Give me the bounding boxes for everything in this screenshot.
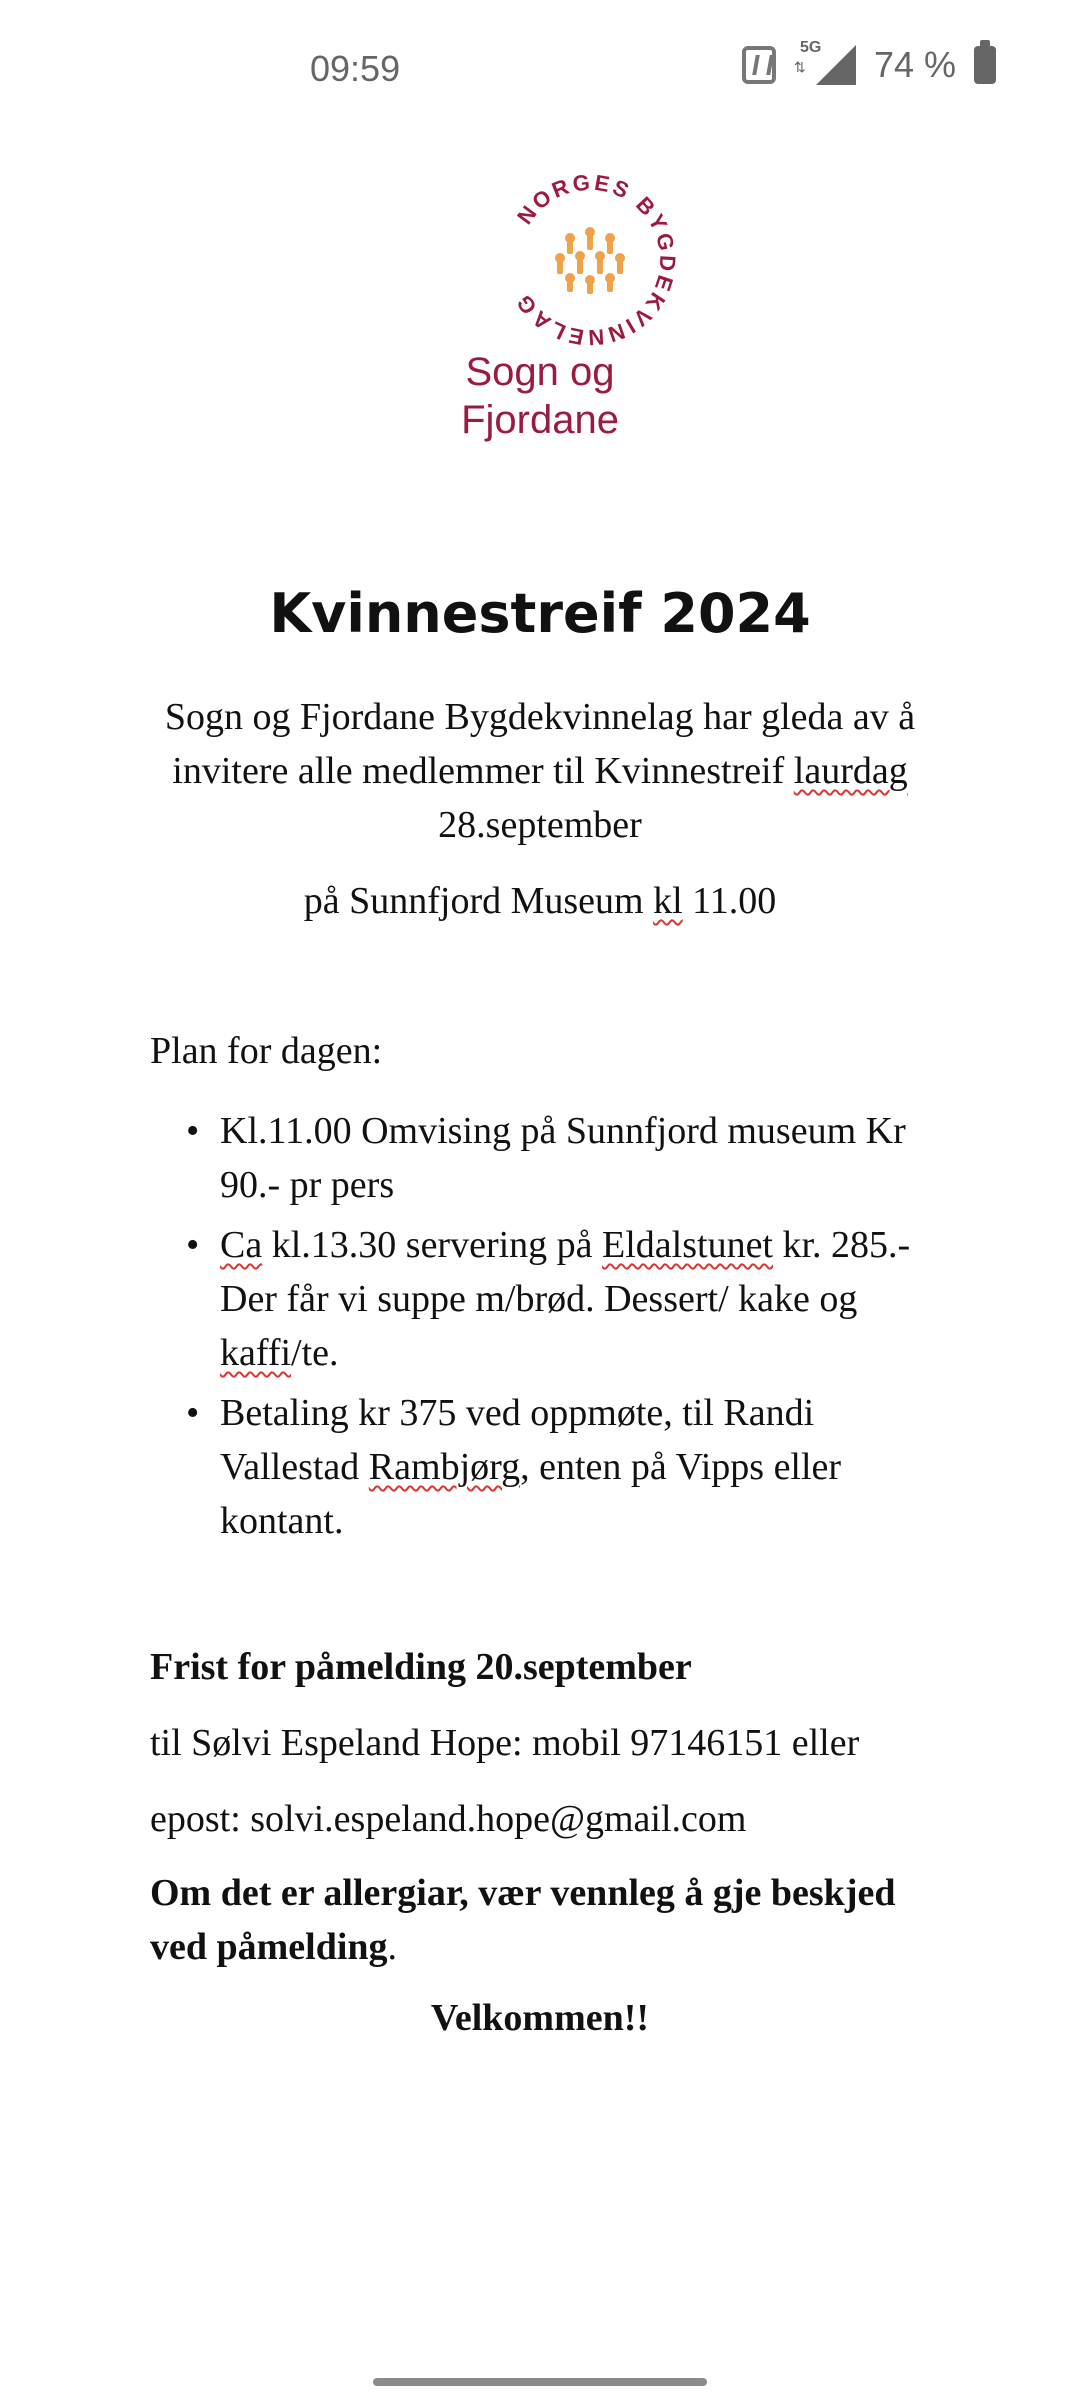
allergy-note: Om det er allergiar, vær vennleg å gje beskjed ved påmelding. (150, 1872, 896, 1968)
status-icons (742, 39, 996, 86)
nfc-icon (742, 46, 776, 84)
location-paragraph: på Sunnfjord Museum kl 11.00 (303, 880, 777, 922)
data-activity-icon: ⇅ (793, 59, 806, 75)
plan-heading: Plan for dagen: (150, 1030, 383, 1072)
clock: 09:59 (310, 48, 401, 89)
logo-line-1: Sogn og (465, 350, 615, 394)
svg-text:NORGES BYGDEKVINNELAG (510, 169, 681, 350)
gesture-home-bar[interactable] (373, 2378, 707, 2386)
intro-paragraph: Sogn og Fjordane Bygdekvinnelag har gleda av å invitere alle medlemmer til Kvinnestreif laurdag 28.september (164, 696, 916, 846)
plan-list (150, 1104, 950, 1554)
battery-percent: 74 % (873, 44, 956, 85)
logo-ring-text: NORGES BYGDEKVINNELAG (509, 169, 681, 351)
welcome-text: Velkommen!! (430, 1997, 650, 2039)
wheat-sheaf-icon (555, 227, 625, 294)
network-type: 5G (799, 39, 822, 56)
contact-text: til Sølvi Espeland Hope: mobil 97146151 eller (150, 1722, 860, 1764)
list-item: • Betaling kr 375 ved oppmøte, til Randi Vallestad Rambjørg, enten på Vipps eller kontant. (150, 1386, 950, 1548)
status-bar (0, 0, 1080, 140)
signal-5g-icon (793, 39, 856, 85)
logo-line-2: Fjordane (461, 398, 619, 442)
bygdekvinnelag-logo (490, 160, 690, 360)
logo-region-name (0, 348, 1080, 444)
page-title: Kvinnestreif 2024 (269, 582, 811, 645)
deadline-text: Frist for påmelding 20.september (150, 1646, 692, 1688)
battery-icon (974, 46, 996, 84)
list-item: • Kl.11.00 Omvising på Sunnfjord museum Kr 90.- pr pers (150, 1104, 950, 1212)
email-text: epost: solvi.espeland.hope@gmail.com (150, 1798, 747, 1840)
list-item: • Ca kl.13.30 servering på Eldalstunet kr. 285.- Der får vi suppe m/brød. Dessert/ kake og kaffi/te. (150, 1218, 950, 1380)
